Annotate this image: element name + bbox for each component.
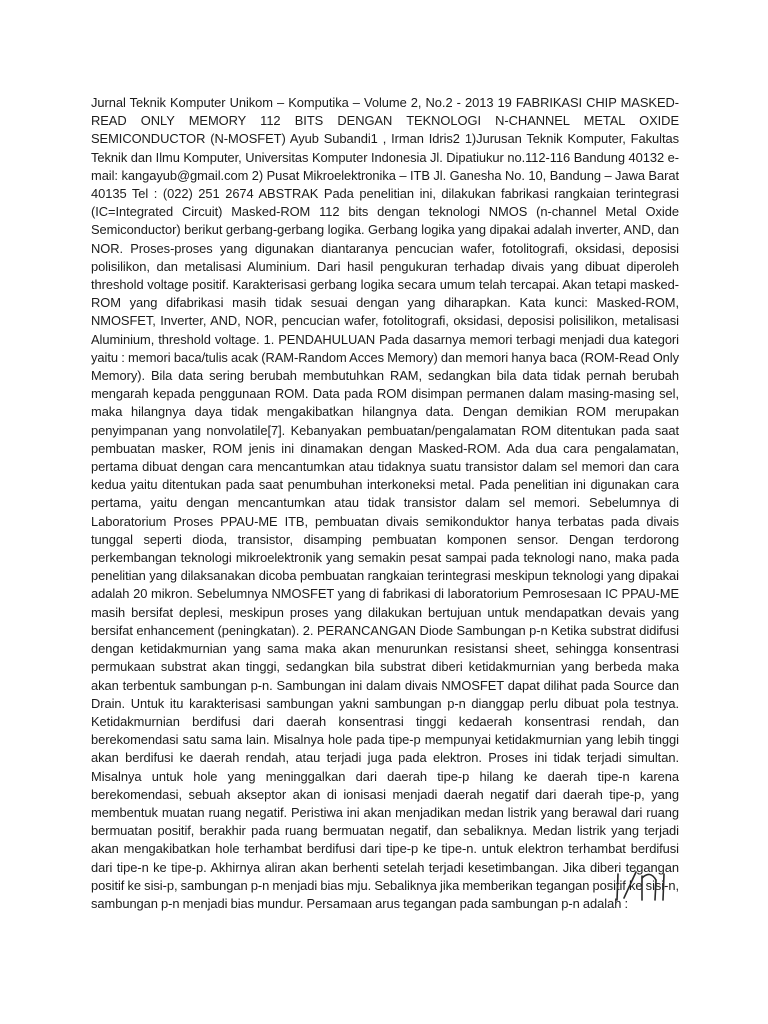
- document-body-text: Jurnal Teknik Komputer Unikom – Komputika – Volume 2, No.2 - 2013 19 FABRIKASI CHIP MASKED-READ ONLY MEMORY 112 BITS DENGAN TEKNOLOGI N-CHANNEL METAL OXIDE SEMICONDUCTOR (N-MOSFET) Ayub Subandi1 , Irman Idris2 1)Jurusan Teknik Komputer, Fakultas Teknik dan Ilmu Komputer, Universitas Komputer Indonesia Jl. Dipatiukur no.112-116 Bandung 40132 e-mail: kangayub@gmail.com 2) Pusat Mikroelektronika – ITB Jl. Ganesha No. 10, Bandung – Jawa Barat 40135 Tel : (022) 251 2674 ABSTRAK Pada penelitian ini, dilakukan fabrikasi rangkaian terintegrasi (IC=Integrated Circuit) Masked-ROM 112 bits dengan teknologi NMOS (n-channel Metal Oxide Semiconductor) berikut gerbang-gerbang logika. Gerbang logika yang dipakai adalah inverter, AND, dan NOR. Proses-proses yang digunakan diantaranya pencucian wafer, fotolitografi, oksidasi, deposisi polisilikon, dan metalisasi Aluminium. Dari hasil pengukuran terhadap divais yang dibuat diperoleh threshold voltage positif. Karakterisasi gerbang logika secara umum telah tercapai. Akan tetapi masked-ROM yang difabrikasi masih tidak sesuai dengan yang diharapkan. Kata kunci: Masked-ROM, NMOSFET, Inverter, AND, NOR, pencucian wafer, fotolitografi, oksidasi, deposisi polisilikon, metalisasi Aluminium, threshold voltage. 1. PENDAHULUAN Pada dasarnya memori terbagi menjadi dua kategori yaitu : memori baca/tulis acak (RAM-Random Acces Memory) dan memori hanya baca (ROM-Read Only Memory). Bila data sering berubah membutuhkan RAM, sedangkan bila data tidak pernah berubah mengarah kepada penggunaan ROM. Data pada ROM disimpan permanen dalam masing-masing sel, maka hilangnya daya tidak mengakibatkan hilangnya data. Dengan demikian ROM merupakan penyimpanan yang nonvolatile[7]. Kebanyakan pembuatan/pengalamatan ROM ditentukan pada saat pembuatan masker, ROM jenis ini dinamakan dengan Masked-ROM. Ada dua cara pengalamatan, pertama dibuat dengan cara mencantumkan atau tidaknya suatu transistor dalam sel memori dan cara kedua yaitu ditentukan pada saat penumbuhan interkoneksi metal. Pada penelitian ini digunakan cara pertama, yaitu dengan mencantumkan atau tidak transistor dalam sel memori. Sebelumnya di Laboratorium Proses PPAU-ME ITB, pembuatan divais semikonduktor hanya terbatas pada divais tunggal seperti dioda, transistor, disamping pembuatan komponen sensor. Dengan terdorong perkembangan teknologi mikroelektronik yang semakin pesat sampai pada teknologi nano, maka pada penelitian yang dilaksanakan dicoba pembuatan rangkaian terintegrasi meskipun teknologi yang dipakai adalah 20 mikron. Sebelumnya NMOSFET yang di fabrikasi di laboratorium Pemrosesaan IC PPAU-ME masih bersifat deplesi, meskipun proses yang dilakukan bertujuan untuk mendapatkan devais yang bersifat enhancement (peningkatan). 2. PERANCANGAN Diode Sambungan p-n Ketika substrat didifusi dengan ketidakmurnian yang sama maka akan menurunkan resistansi sheet, sehingga konsentrasi permukaan substrat akan tinggi, sedangkan bila substrat diberi ketidakmurnian yang berbeda maka akan terbentuk sambungan p-n. Sambungan ini dalam divais NMOSFET dapat dilihat pada Source dan Drain. Untuk itu karakterisasi sambungan yakni sambungan p-n dianggap perlu dibuat pola testnya. Ketidakmurnian berdifusi dari daerah konsentrasi tinggi kedaerah konsentrasi rendah, dan berekomendasi satu sama lain. Misalnya hole pada tipe-p mempunyai ketidakmurnian yang lebih tinggi akan berdifusi ke daerah rendah, atau terjadi juga pada elektron. Proses ini tidak terjadi simultan. Misalnya untuk hole yang meninggalkan dari daerah tipe-p hilang ke daerah tipe-n karena berekomendasi, sebuah akseptor akan di ionisasi menjadi daerah negatif dari daerah tipe-p, yang membentuk muatan ruang negatif. Peristiwa ini akan menjadikan medan listrik yang berawal dari ruang bermuatan positif, berakhir pada ruang bermuatan negatif, dan sebaliknya. Medan listrik yang terjadi akan mengakibatkan hole terhambat berdifusi dari tipe-p ke tipe-n. untuk elektron terhambat berdifusi dari tipe-n ke tipe-p. Akhirnya aliran akan berhenti setelah terjadi kesetimbangan. Jika diberi tegangan positif ke sisi-p, sambungan p-n menjadi bias mju. Sebaliknya jika memberikan tegangan positif ke sisi-n, sambungan p-n menjadi bias mundur. Persamaan arus tegangan pada sambungan p-n adalah :: [91, 95, 679, 911]
- handwritten-mark: [612, 868, 672, 902]
